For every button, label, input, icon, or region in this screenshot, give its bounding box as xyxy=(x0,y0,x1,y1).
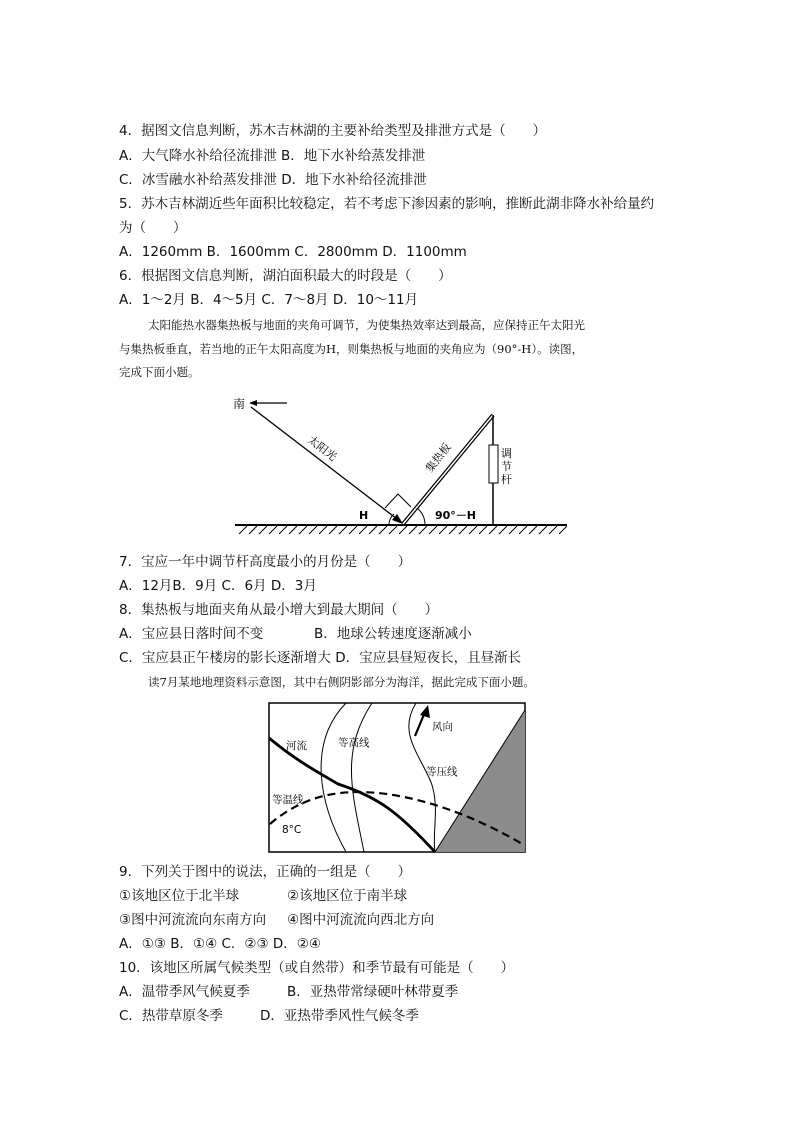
q4-options-cd: C．冰雪融水补给蒸发排泄 D．地下水补给径流排泄 xyxy=(119,172,427,188)
temperature-label: 8°C xyxy=(282,824,302,836)
rod-label-char: 调 xyxy=(501,447,512,460)
solar-passage-line1: 太阳能热水器集热板与地面的夹角可调节，为使集热效率达到最高，应保持正午太阳光 xyxy=(148,318,585,332)
q8-stem: 8．集热板与地面夹角从最小增大到最大期间（ ） xyxy=(119,602,439,618)
q9-statement-3: ③图中河流流向东南方向 xyxy=(119,912,267,928)
q7-stem: 7．宝应一年中调节杆高度最小的月份是（ ） xyxy=(119,554,412,570)
isobar-label: 等压线 xyxy=(426,766,458,778)
q8-option-a: A．宝应县日落时间不变 xyxy=(119,626,264,642)
geography-map-figure xyxy=(268,702,528,854)
q7-options: A．12月B．9月 C．6月 D．3月 xyxy=(119,578,317,594)
q10-option-a: A．温带季风气候夏季 xyxy=(119,984,250,1000)
angle-complement-label: 90°－H xyxy=(435,509,477,522)
q10-option-b: B．亚热带常绿硬叶林带夏季 xyxy=(287,984,459,1000)
sunlight-label: 太阳光 xyxy=(305,433,340,464)
isotherm-label: 等温线 xyxy=(272,794,304,806)
rod-label-char: 杆 xyxy=(501,473,512,486)
q4-stem: 4．据图文信息判断，苏木吉林湖的主要补给类型及排泄方式是（ ） xyxy=(119,123,547,139)
q9-options: A．①③ B．①④ C．②③ D．②④ xyxy=(119,936,322,952)
q4-options-ab: A．大气降水补给径流排泄 B．地下水补给蒸发排泄 xyxy=(119,148,426,164)
solar-passage-line3: 完成下面小题。 xyxy=(119,365,200,379)
q10-option-d: D．亚热带季风性气候冬季 xyxy=(260,1008,419,1024)
collector-panel-inner xyxy=(403,415,493,524)
q9-stem: 9．下列关于图中的说法，正确的一组是（ ） xyxy=(119,864,412,880)
solar-panel-figure xyxy=(225,393,575,543)
rod-box xyxy=(489,445,498,483)
panel-label: 集热板 xyxy=(423,440,454,475)
wind-label: 风向 xyxy=(432,721,453,733)
south-arrow-head xyxy=(249,400,257,406)
south-label: 南 xyxy=(233,397,246,411)
q9-statement-1: ①该地区位于北半球 xyxy=(119,888,240,904)
ground-hatching xyxy=(239,526,567,534)
angle-complement-arc xyxy=(417,508,425,525)
q5-stem-line1: 5．苏木吉林湖近些年面积比较稳定，若不考虑下渗因素的影响，推断此湖非降水补给量约 xyxy=(119,196,655,212)
river-label: 河流 xyxy=(286,740,307,752)
q8-option-b: B．地球公转速度逐渐减小 xyxy=(314,626,472,642)
q8-options-cd: C．宝应县正午楼房的影长逐渐增大 D．宝应县昼短夜长，且昼渐长 xyxy=(119,650,522,666)
angle-h-label: H xyxy=(359,509,369,522)
q5-stem-line2: 为（ ） xyxy=(119,220,187,236)
rod-label-char: 节 xyxy=(501,460,512,473)
q10-option-c: C．热带草原冬季 xyxy=(119,1008,223,1024)
q9-statement-4: ④图中河流流向西北方向 xyxy=(287,912,435,928)
q6-options: A．1～2月 B．4～5月 C．7～8月 D．10～11月 xyxy=(119,292,419,308)
map-passage: 读7月某地地理资料示意图，其中右侧阴影部分为海洋，据此完成下面小题。 xyxy=(148,675,535,689)
contour-label: 等高线 xyxy=(338,737,370,749)
rod-label xyxy=(501,447,512,486)
solar-passage-line2: 与集热板垂直，若当地的正午太阳高度为H，则集热板与地面的夹角应为（90°-H）。读图， xyxy=(119,342,584,356)
q10-stem: 10．该地区所属气候类型（或自然带）和季节最有可能是（ ） xyxy=(119,960,515,976)
right-angle-mark xyxy=(385,494,411,508)
q6-stem: 6．根据图文信息判断，湖泊面积最大的时段是（ ） xyxy=(119,268,452,284)
sunlight-arrow-head xyxy=(392,514,403,524)
sunlight-ray xyxy=(251,407,397,519)
q5-options: A．1260mm B．1600mm C．2800mm D．1100mm xyxy=(119,244,467,260)
q9-statement-2: ②该地区位于南半球 xyxy=(287,888,408,904)
